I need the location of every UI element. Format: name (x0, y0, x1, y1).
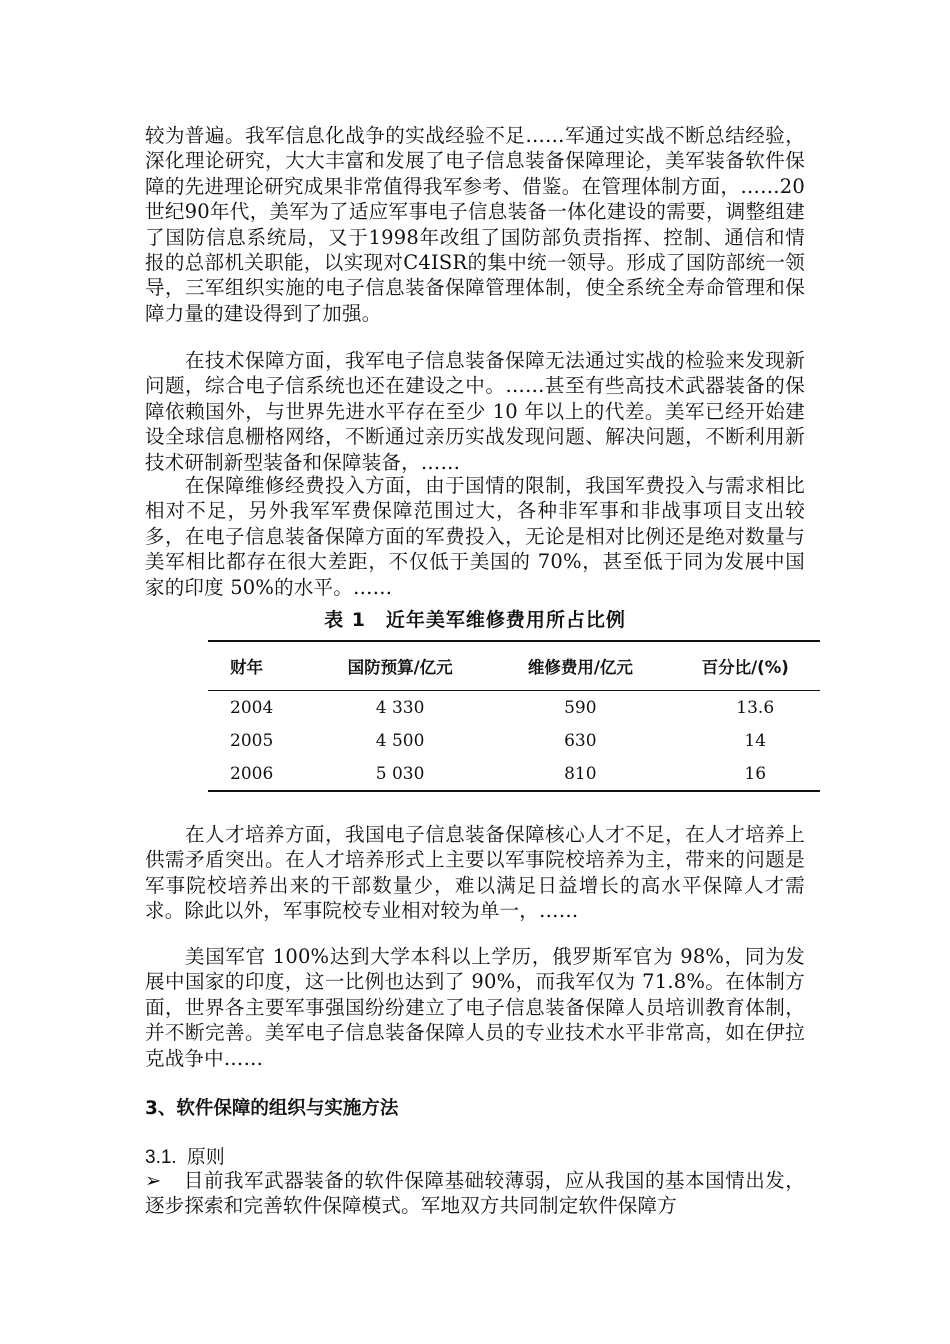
cell-percent: 13.6 (736, 697, 775, 718)
cell-year: 2004 (230, 697, 274, 718)
paragraph-talent-training: 在人才培养方面，我国电子信息装备保障核心人才不足，在人才培养上供需矛盾突出。在人才培养形式上主要以军事院校培养为主，带来的问题是军事院校培养出来的干部数量少，难以满足日益增长的高水平保障人才需求。除此以外，军事院校专业相对较为单一，…… (145, 823, 805, 923)
subsection-title: 原则 (186, 1147, 225, 1168)
header-defense-budget: 国防预算/亿元 (347, 658, 453, 677)
header-fiscal-year: 财年 (230, 658, 263, 677)
table-row (208, 724, 820, 757)
table-title: 表 1 近年美军维修费用所占比例 (324, 609, 626, 631)
paragraph-technical-support: 在技术保障方面，我军电子信息装备保障无法通过实战的检验来发现新问题，综合电子信系统也还在建设之中。……甚至有些高技术武器装备的保障依赖国外，与世界先进水平存在至少 10 年以上的代差。美军已经开始建设全球信息栅格网络，不断通过亲历实战发现问题、解决问题，不断利用新技术研制新型装备和保障装备，…… (145, 349, 805, 474)
cell-year: 2005 (230, 730, 274, 751)
subsection-heading (145, 1142, 225, 1169)
header-percentage: 百分比/(%) (701, 658, 789, 677)
cell-maintenance: 590 (564, 697, 597, 718)
cell-budget: 4 500 (375, 730, 425, 751)
cell-budget: 4 330 (375, 697, 425, 718)
cell-percent: 14 (744, 730, 767, 751)
paragraph-officer-education: 美国军官 100%达到大学本科以上学历，俄罗斯军官为 98%，同为发展中国家的印度，这一比例也达到了 90%，而我军仅为 71.8%。在体制方面，世界各主要军事强国纷纷建立了电子信息装备保障人员培训教育体制，并不断完善。美军电子信息装备保障人员的专业技术水平非常高，如在伊拉克战争中…… (145, 945, 805, 1070)
paragraph-maintenance-funding: 在保障维修经费投入方面，由于国情的限制，我国军费投入与需求相比相对不足，另外我军军费保障范围过大，各种非军事和非战事项目支出较多，在电子信息装备保障方面的军费投入，无论是相对比例还是绝对数量与美军相比都存在很大差距，不仅低于美国的 70%，甚至低于同为发展中国家的印度 50%的水平。…… (145, 474, 805, 599)
header-maintenance-cost: 维修费用/亿元 (527, 658, 633, 677)
table-row (208, 757, 820, 791)
section-heading: 3、软件保障的组织与实施方法 (145, 1098, 399, 1119)
cell-percent: 16 (744, 763, 767, 784)
paragraph-management-system: 较为普遍。我军信息化战争的实战经验不足……军通过实战不断总结经验，深化理论研究，大大丰富和发展了电子信息装备保障理论，美军装备软件保障的先进理论研究成果非常值得我军参考、借鉴。在管理体制方面，……20世纪90年代，美军为了适应军事电子信息装备一体化建设的需要，调整组建了国防信息系统局，又于1998年改组了国防部负责指挥、控制、通信和情报的总部机关职能，以实现对C4ISR的集中统一领导。形成了国防部统一领导，三军组织实施的电子信息装备保障管理体制，使全系统全寿命管理和保障力量的建设得到了加强。 (145, 124, 805, 325)
cell-maintenance: 810 (564, 763, 597, 784)
subsection-number: 3.1. (145, 1147, 177, 1168)
paragraph-principle (145, 1168, 805, 1219)
cell-maintenance: 630 (564, 730, 597, 751)
paragraph-principle-text: 目前我军武器装备的软件保障基础较薄弱，应从我国的基本国情出发，逐步探索和完善软件保障模式。军地双方共同制定软件保障方 (145, 1169, 805, 1218)
arrow-bullet-icon: ➢ (145, 1169, 162, 1192)
maintenance-cost-table (208, 640, 820, 792)
cell-budget: 5 030 (375, 763, 425, 784)
table-row (208, 691, 820, 725)
table-header-row (208, 641, 820, 691)
cell-year: 2006 (230, 763, 274, 784)
